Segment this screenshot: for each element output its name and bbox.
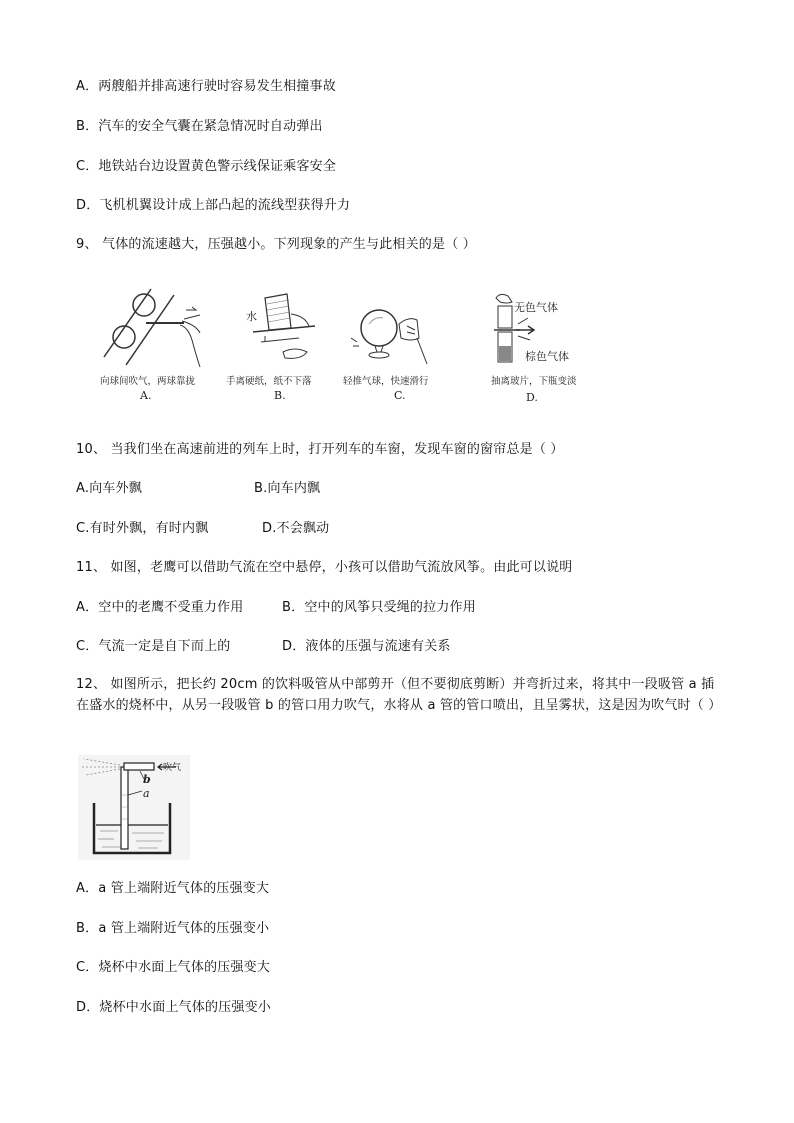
- q11-option-c: C．气流一定是自下而上的: [76, 639, 231, 654]
- q10-stem: 10、 当我们坐在高速前进的列车上时，打开列车的车窗，发现车窗的窗帘总是（ ）: [76, 442, 564, 457]
- q10-option-a: A.向车外飘: [76, 481, 142, 496]
- q11-option-a: A．空中的老鹰不受重力作用: [76, 600, 244, 615]
- q10-option-c: C.有时外飘，有时内飘: [76, 521, 209, 536]
- q11-option-d: D．液体的压强与流速有关系: [282, 639, 451, 654]
- q9-figure-caption-a: 向球间吹气，两球靠拢: [100, 376, 196, 387]
- q9-figure-c-drawing: [345, 298, 435, 368]
- q9-figure-d-colorless-label: 无色气体: [514, 301, 558, 314]
- q9-figure-caption-c: 轻推气球，快速滑行: [343, 376, 429, 387]
- q12-option-d: D．烧杯中水面上气体的压强变小: [76, 1000, 272, 1015]
- q10-option-d: D.不会飘动: [262, 521, 330, 536]
- q9-figure-letter-b: B.: [274, 389, 286, 402]
- q12-stem: 12、 如图所示，把长约 20cm 的饮料吸管从中部剪开（但不要彻底剪断）并弯折过来，将其中一段吸管 a 插在盛水的烧杯中，从另一段吸管 b 的管口用力吹气，水将从 a 管的管口喷出，且呈雾状，这是因为吹气时（ ）: [76, 677, 722, 713]
- q8-option-c: C．地铁站台边设置黄色警示线保证乘客安全: [76, 159, 337, 174]
- q12-option-a: A．a 管上端附近气体的压强变大: [76, 881, 270, 896]
- q9-figure-caption-d: 抽离玻片，下瓶变淡: [491, 376, 577, 387]
- q12-option-b: B．a 管上端附近气体的压强变小: [76, 921, 270, 936]
- q9-figure-letter-c: C.: [394, 389, 406, 402]
- q8-option-a: A．两艘船并排高速行驶时容易发生相撞事故: [76, 79, 336, 94]
- q9-figure-d-brown-label: 棕色气体: [525, 350, 569, 363]
- q9-figure-b-water-label: 水: [246, 310, 257, 323]
- q9-stem: 9、 气体的流速越大，压强越小。下列现象的产生与此相关的是（ ）: [76, 237, 476, 252]
- q9-figure-letter-a: A.: [140, 389, 152, 402]
- q12-figure-label-b: b: [143, 773, 151, 786]
- q8-option-b: B．汽车的安全气囊在紧急情况时自动弹出: [76, 119, 323, 134]
- q12-figure-label-blow: 吹气: [163, 763, 182, 773]
- q8-option-d: D．飞机机翼设计成上部凸起的流线型获得升力: [76, 198, 351, 213]
- q9-figure-b-drawing: [245, 290, 330, 365]
- q9-figure-letter-d: D.: [526, 391, 538, 404]
- q11-option-b: B．空中的风筝只受绳的拉力作用: [282, 600, 476, 615]
- q9-figure-caption-b: 手离硬纸，纸不下落: [226, 376, 312, 387]
- q12-figure-label-a: a: [143, 787, 150, 800]
- q9-figure-a-drawing: [96, 285, 206, 370]
- q10-option-b: B.向车内飘: [254, 481, 321, 496]
- q12-option-c: C．烧杯中水面上气体的压强变大: [76, 960, 271, 975]
- q11-stem: 11、 如图，老鹰可以借助气流在空中悬停，小孩可以借助气流放风筝。由此可以说明: [76, 560, 573, 575]
